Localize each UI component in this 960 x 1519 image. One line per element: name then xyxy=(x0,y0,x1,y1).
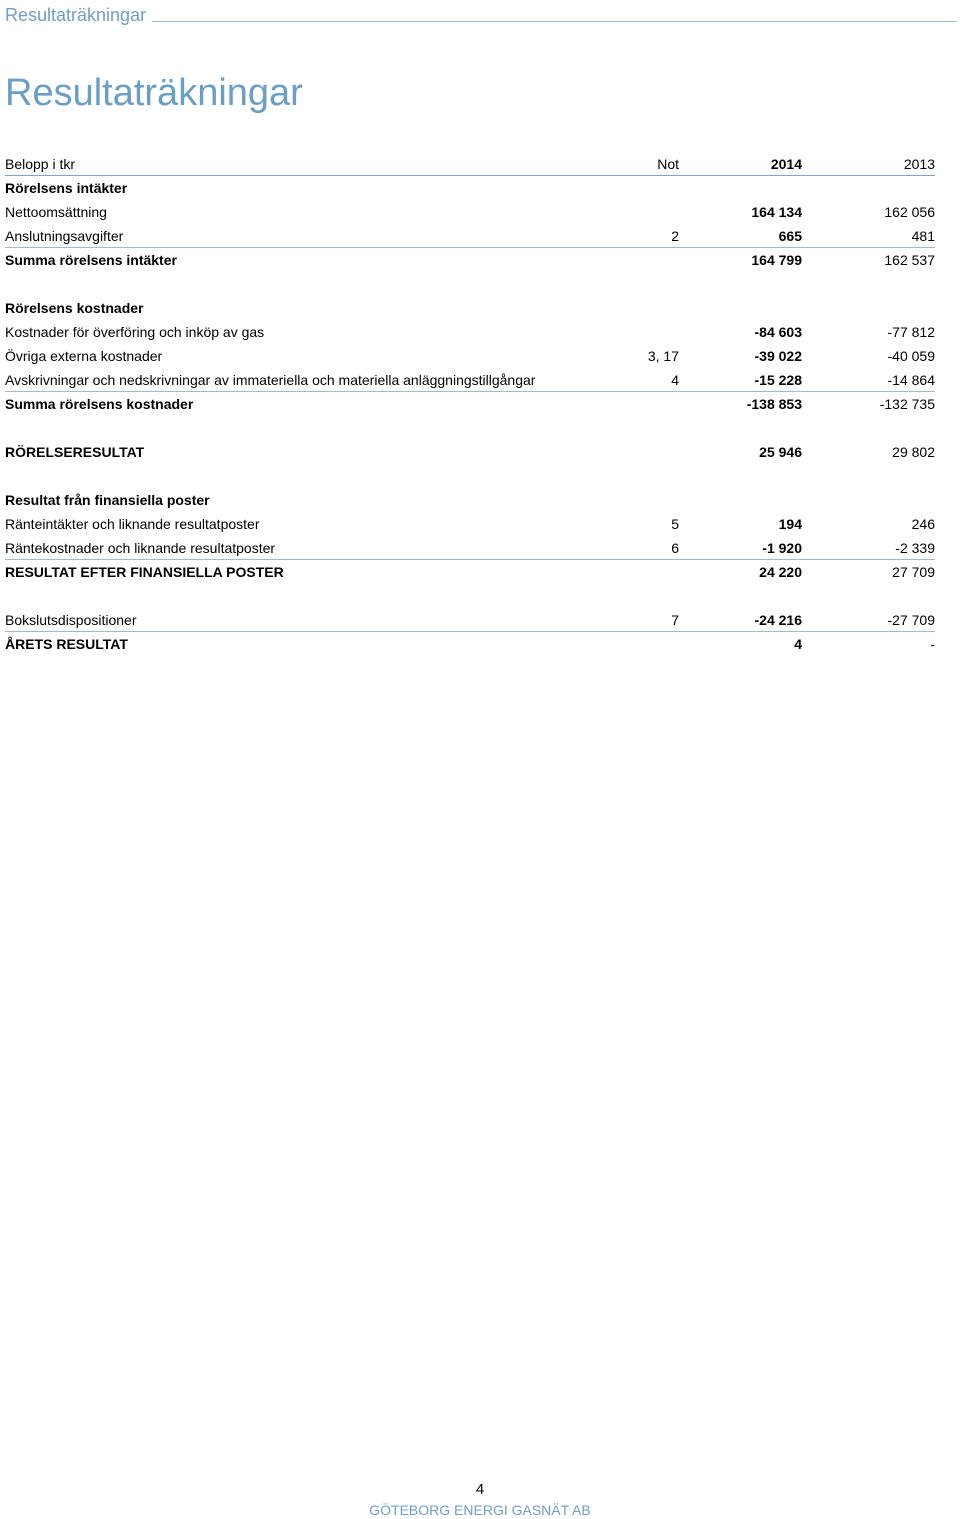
running-header-rule xyxy=(152,21,957,22)
row-label: RESULTAT EFTER FINANSIELLA POSTER xyxy=(5,564,284,580)
row-value-2014: 24 220 xyxy=(759,564,802,580)
row-note: 4 xyxy=(671,372,679,388)
section-heading-operating-expenses xyxy=(5,296,935,320)
row-label: Summa rörelsens intäkter xyxy=(5,252,177,268)
column-header-label: Belopp i tkr xyxy=(5,156,76,172)
row-value-2013: -77 812 xyxy=(887,324,935,340)
total-row-result-after-financial-items xyxy=(5,560,935,584)
row-value-2013: 162 056 xyxy=(884,204,935,220)
row-value-2013: -2 339 xyxy=(895,540,935,556)
table-row xyxy=(5,512,935,536)
row-value-2014: -39 022 xyxy=(754,348,802,364)
row-label: Resultat från finansiella poster xyxy=(5,492,210,508)
table-row xyxy=(5,200,935,224)
row-label: Summa rörelsens kostnader xyxy=(5,396,194,412)
subtotal-row-operating-income xyxy=(5,248,935,272)
spacer-row xyxy=(5,272,935,296)
income-statement-table xyxy=(5,152,935,656)
row-value-2013: 162 537 xyxy=(884,252,935,268)
column-header-2014: 2014 xyxy=(770,156,802,172)
row-value-2014: 665 xyxy=(778,228,802,244)
row-value-2013: -132 735 xyxy=(879,396,935,412)
row-label: Avskrivningar och nedskrivningar av immateriella och materiella anläggningstillgångar xyxy=(5,372,536,388)
row-label: Nettoomsättning xyxy=(5,204,107,220)
total-row-net-result xyxy=(5,632,935,656)
spacer-row xyxy=(5,584,935,608)
row-note: 3, 17 xyxy=(647,348,679,364)
row-value-2013: 27 709 xyxy=(892,564,935,580)
row-value-2013: -40 059 xyxy=(887,348,935,364)
section-heading-financial-items xyxy=(5,488,935,512)
row-note: 2 xyxy=(671,228,679,244)
row-label: RÖRELSERESULTAT xyxy=(5,444,145,460)
row-value-2013: 481 xyxy=(911,228,935,244)
row-value-2014: -138 853 xyxy=(746,396,802,412)
section-heading-operating-income xyxy=(5,176,935,200)
row-value-2013: -14 864 xyxy=(887,372,935,388)
row-label: Räntekostnader och liknande resultatposter xyxy=(5,540,276,556)
footer-company-name: GÖTEBORG ENERGI GASNÄT AB xyxy=(369,1502,591,1518)
row-value-2013: 246 xyxy=(911,516,935,532)
row-value-2014: -84 603 xyxy=(754,324,802,340)
row-note: 6 xyxy=(671,540,679,556)
row-label: Bokslutsdispositioner xyxy=(5,612,137,628)
table-row xyxy=(5,344,935,368)
row-label: ÅRETS RESULTAT xyxy=(5,636,128,652)
row-value-2014: 194 xyxy=(778,516,802,532)
table-header-row xyxy=(5,152,935,176)
row-value-2014: 164 134 xyxy=(751,204,802,220)
running-header xyxy=(5,2,957,26)
row-value-2014: -1 920 xyxy=(762,540,802,556)
row-label: Övriga externa kostnader xyxy=(5,348,163,364)
row-label: Ränteintäkter och liknande resultatposter xyxy=(5,516,260,532)
row-value-2014: -15 228 xyxy=(754,372,802,388)
table-row xyxy=(5,224,935,248)
row-label: Rörelsens kostnader xyxy=(5,300,144,316)
row-label: Kostnader för överföring och inköp av gas xyxy=(5,324,265,340)
row-value-2013: 29 802 xyxy=(892,444,935,460)
page-title: Resultaträkningar xyxy=(5,72,303,114)
total-row-operating-result xyxy=(5,440,935,464)
table-row xyxy=(5,536,935,560)
row-value-2014: 25 946 xyxy=(759,444,802,460)
spacer-row xyxy=(5,416,935,440)
row-note: 5 xyxy=(671,516,679,532)
table-row xyxy=(5,320,935,344)
table-row xyxy=(5,608,935,632)
row-value-2014: 164 799 xyxy=(751,252,802,268)
column-header-2013: 2013 xyxy=(903,156,935,172)
row-note: 7 xyxy=(671,612,679,628)
row-value-2013: - xyxy=(930,636,935,652)
running-header-title: Resultaträkningar xyxy=(5,5,147,25)
subtotal-row-operating-expenses xyxy=(5,392,935,416)
table-row xyxy=(5,368,935,392)
spacer-row xyxy=(5,464,935,488)
row-value-2014: 4 xyxy=(794,636,802,652)
row-label: Anslutningsavgifter xyxy=(5,228,124,244)
row-value-2014: -24 216 xyxy=(754,612,802,628)
row-label: Rörelsens intäkter xyxy=(5,180,128,196)
page-number: 4 xyxy=(475,1481,485,1498)
column-header-note: Not xyxy=(657,156,679,172)
row-value-2013: -27 709 xyxy=(887,612,935,628)
